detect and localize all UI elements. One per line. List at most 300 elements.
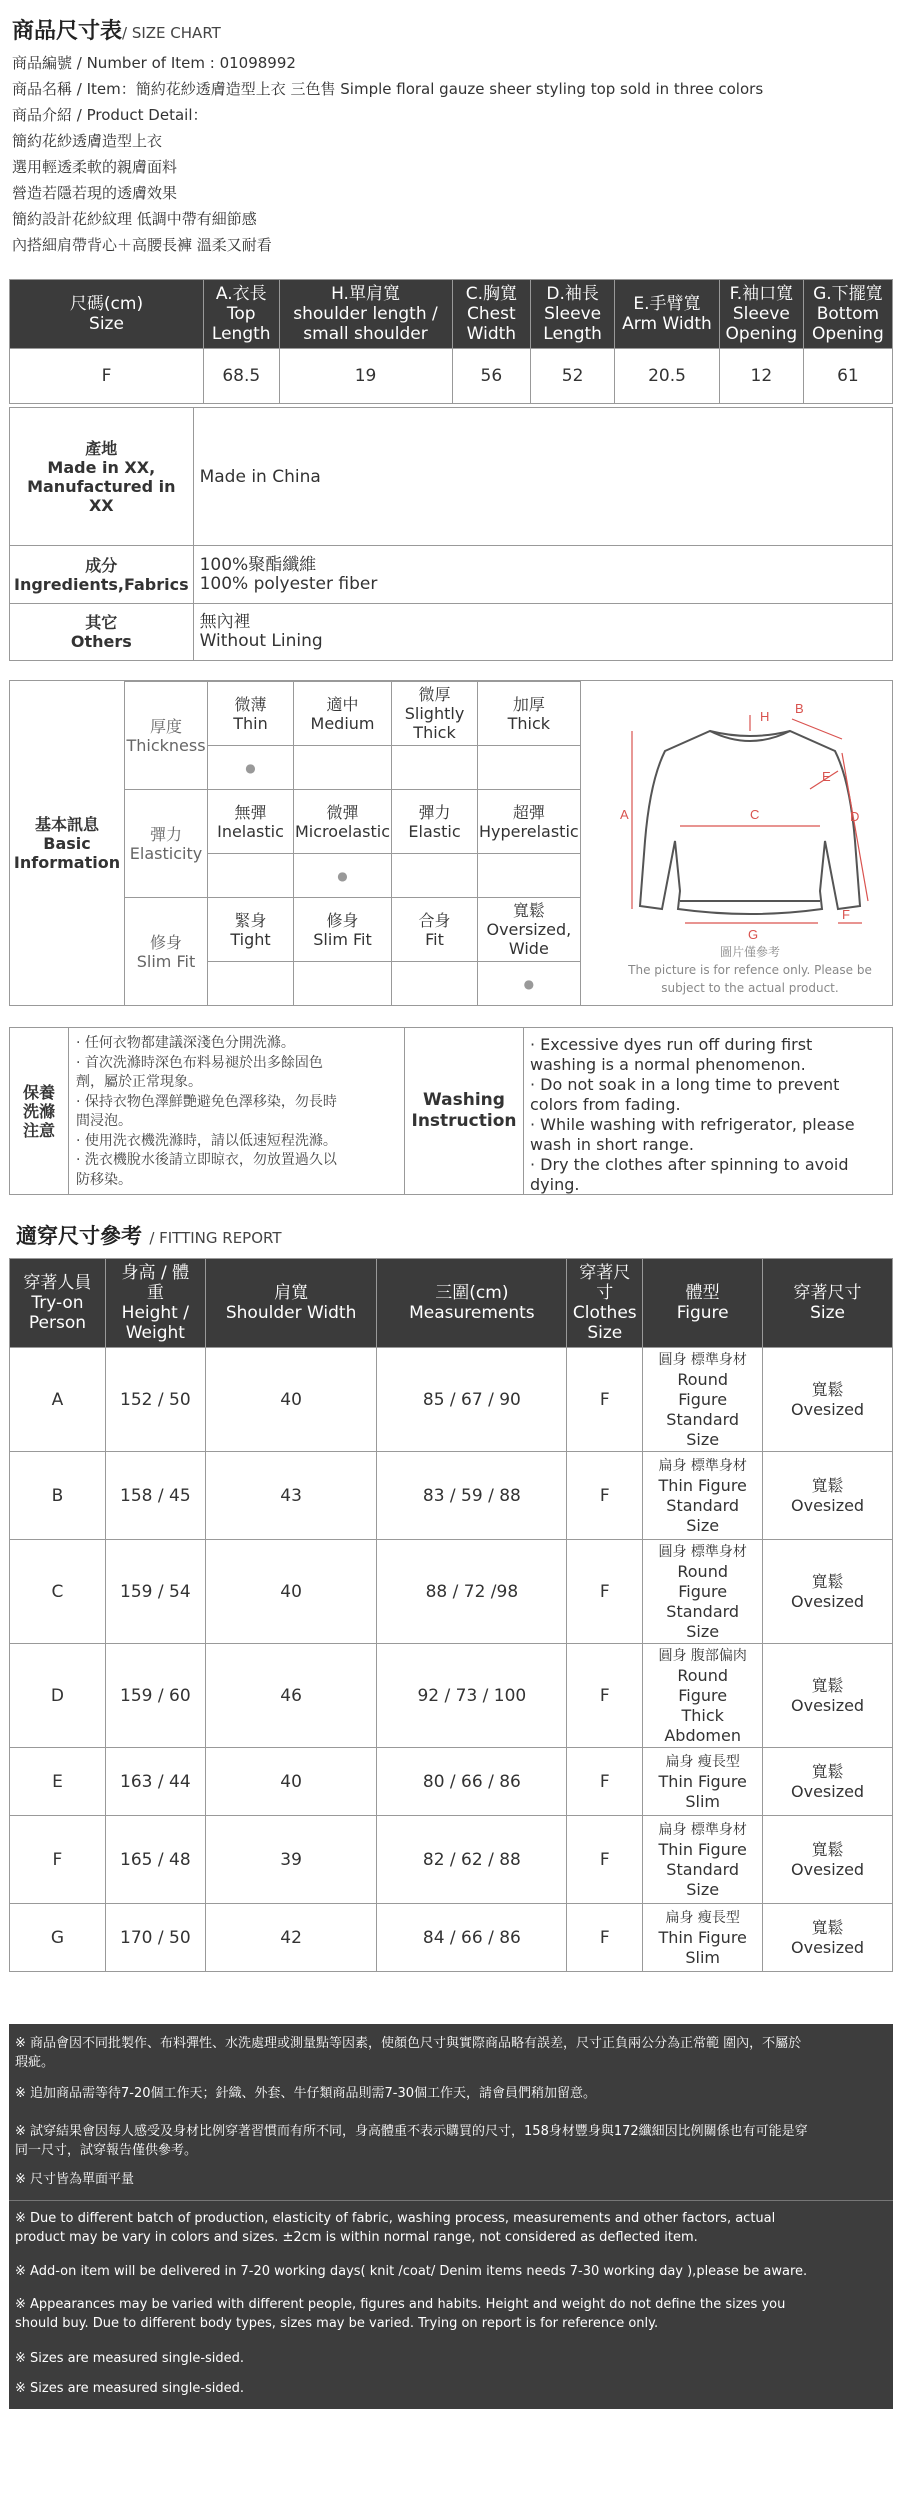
thickness-option-text: Slightly — [404, 704, 465, 723]
fit-label-text: 修身 — [149, 932, 182, 952]
fitting-header-cell — [643, 1259, 763, 1348]
fitting-hw-cell: 159 / 54 — [105, 1540, 205, 1644]
washing-cn-item: 防移染。 — [76, 1171, 132, 1188]
fitting-header-cell — [10, 1259, 106, 1348]
figure-text: Round — [677, 1665, 728, 1685]
wear-text: 寬鬆 — [811, 1917, 844, 1937]
washing-cn-item: · 保持衣物色澤鮮艷避免色澤移染，勿長時 — [76, 1093, 337, 1110]
wear-text: Ovesized — [791, 1495, 865, 1515]
basic-info-grid — [124, 681, 581, 1006]
note-line: should buy. Due to different body types, sizes may be varied. Trying on report is for reference only. — [15, 2316, 659, 2331]
basic-label-text: Basic — [43, 833, 91, 853]
washing-label-en-text: Instruction — [411, 1111, 517, 1131]
fitting-person-cell: B — [10, 1452, 106, 1540]
selected-dot-icon: ● — [523, 977, 535, 991]
fitting-table — [9, 1258, 893, 1972]
product-info-line: 簡約花紗透膚造型上衣 — [12, 132, 163, 150]
size-value-cell: F — [10, 349, 204, 404]
fitting-size-cell: F — [567, 1348, 643, 1452]
fitting-meas-cell: 88 / 72 /98 — [377, 1540, 567, 1644]
size-header-text: Top — [226, 304, 256, 324]
note-line: ※ 商品會因不同批製作、布料彈性、水洗處理或測量點等因素，使顏色尺寸與實際商品略有誤差，尺寸正負兩公分為正常範 圍內，不屬於 — [15, 2036, 802, 2051]
size-header-cell — [10, 280, 204, 349]
thickness-option-text: Thick — [507, 713, 551, 733]
notes-divider — [9, 2200, 893, 2201]
fit-option-text: Fit — [425, 929, 444, 949]
fit-option — [392, 898, 478, 962]
thickness-option-text: Medium — [310, 713, 375, 733]
elasticity-label-text: Elasticity — [129, 843, 203, 863]
notes-box — [9, 2024, 893, 2409]
fitting-shoulder-cell: 40 — [205, 1748, 377, 1816]
wear-text: Ovesized — [791, 1591, 865, 1611]
thickness-marker-cell — [208, 746, 294, 790]
diagram-letter-a: A — [620, 807, 629, 822]
fitting-person-cell: G — [10, 1904, 106, 1972]
fit-option — [208, 898, 294, 962]
note-item — [15, 2122, 883, 2160]
fitting-figure-cell — [643, 1904, 763, 1972]
thickness-option — [392, 682, 478, 746]
washing-en-item: · Dry the clothes after spinning to avoid — [530, 1155, 849, 1174]
table-row — [10, 1748, 893, 1816]
note-item — [15, 2170, 883, 2189]
fit-option-text: 合身 — [418, 910, 451, 930]
fitting-hw-cell: 159 / 60 — [105, 1644, 205, 1748]
elasticity-marker-cell — [478, 854, 581, 898]
elasticity-option — [294, 790, 392, 854]
size-header-cell — [204, 280, 280, 349]
fitting-wear-cell — [763, 1540, 893, 1644]
origin-label-text: XX — [88, 495, 114, 515]
figure-text: 扁身 標準身材 — [658, 1821, 747, 1838]
fitting-header-text: 穿著人員 — [23, 1273, 92, 1293]
composition-label — [10, 546, 194, 604]
figure-text: Size — [686, 1515, 720, 1535]
figure-text: Thin Figure — [658, 1839, 747, 1859]
size-header-cell — [279, 280, 452, 349]
product-info-line: 營造若隱若現的透膚效果 — [12, 184, 178, 202]
fitting-shoulder-cell: 46 — [205, 1644, 377, 1748]
figure-text: Figure — [678, 1581, 728, 1601]
diagram-letter-h: H — [760, 709, 770, 724]
size-header-text: Length — [211, 324, 271, 344]
fitting-header-text: Weight — [125, 1323, 185, 1343]
washing-en-item: · Do not soak in a long time to prevent — [530, 1075, 840, 1094]
wear-text: 寬鬆 — [811, 1761, 844, 1781]
note-line: ※ Appearances may be varied with different people, figures and habits. Height and weight do not define the sizes you — [15, 2297, 786, 2312]
fitting-hw-cell: 165 / 48 — [105, 1816, 205, 1904]
diagram-caption: 圖片僅參考 The picture is for refence only. Please be subject to the actual product. — [608, 943, 892, 997]
thickness-marker-cell — [478, 746, 581, 790]
washing-en-item: · While washing with refrigerator, please — [530, 1115, 855, 1134]
note-line: 同一尺寸，試穿報告僅供參考。 — [15, 2143, 198, 2158]
figure-text: Slim — [685, 1791, 720, 1811]
note-item — [15, 2295, 883, 2333]
diagram-letter-c: C — [750, 807, 760, 822]
table-row — [10, 1904, 893, 1972]
thickness-option-text: Thick — [413, 723, 456, 742]
elasticity-option — [208, 790, 294, 854]
washing-cn-list — [76, 1034, 396, 1190]
thickness-option — [478, 682, 581, 746]
washing-en-item: dying. — [530, 1175, 580, 1194]
elasticity-option-text: 彈力 — [418, 802, 451, 822]
note-item — [15, 2379, 883, 2398]
note-line: ※ 尺寸皆為單面平量 — [15, 2172, 135, 2187]
note-line: ※ Add-on item will be delivered in 7-20 working days( knit /coat/ Denim items needs 7-30 working day ),please be aware. — [15, 2264, 808, 2279]
fitting-size-cell: F — [567, 1904, 643, 1972]
fitting-header-cell — [763, 1259, 893, 1348]
thickness-marker-cell — [392, 746, 478, 790]
fitting-header-text: Size — [587, 1323, 623, 1343]
fitting-figure-cell — [643, 1540, 763, 1644]
product-info-line: 商品編號 / Number of Item : 01098992 — [12, 54, 296, 72]
size-header-text: 尺碼(cm) — [69, 294, 144, 314]
others-value — [193, 604, 892, 661]
size-header-text: Arm Width — [622, 314, 712, 334]
washing-cn-item: 間浸泡。 — [76, 1113, 132, 1129]
washing-cn-item: · 使用洗衣機洗滌時，請以低速短程洗滌。 — [76, 1132, 337, 1149]
fitting-shoulder-cell: 42 — [205, 1904, 377, 1972]
product-info-line: 簡約設計花紗紋理 低調中帶有細節感 — [12, 210, 257, 228]
elasticity-option-text: 無彈 — [234, 802, 267, 822]
figure-text: 扁身 標準身材 — [658, 1457, 747, 1474]
thickness-option-text: 微薄 — [234, 694, 267, 714]
diagram-caption-line: subject to the actual product. — [661, 981, 839, 995]
size-value-cell: 56 — [452, 349, 531, 404]
figure-text: Slim — [685, 1947, 720, 1967]
fitting-figure-cell — [643, 1348, 763, 1452]
figure-text: Standard — [666, 1601, 740, 1621]
note-line: ※ Sizes are measured single-sided. — [15, 2351, 245, 2366]
size-value-cell: 20.5 — [615, 349, 720, 404]
fitting-header-text: Figure — [676, 1303, 729, 1323]
washing-cn-item: · 洗衣機脫水後請立即晾衣，勿放置過久以 — [76, 1152, 337, 1168]
thickness-label-text: Thickness — [126, 735, 206, 755]
garment-diagram — [610, 691, 890, 941]
washing-label-en-text: Washing — [423, 1090, 505, 1110]
fit-label — [125, 898, 208, 1006]
figure-text: Abdomen — [664, 1725, 741, 1745]
figure-text: 圓身 標準身材 — [658, 1543, 747, 1560]
size-header-cell — [719, 280, 803, 349]
figure-text: Standard — [666, 1409, 740, 1429]
elasticity-option-text: 微彈 — [326, 802, 359, 822]
elasticity-option-text: Elastic — [408, 821, 461, 841]
fit-option-text: Slim Fit — [313, 929, 372, 949]
selected-dot-icon: ● — [337, 869, 348, 883]
wear-text: Ovesized — [791, 1859, 865, 1879]
fitting-person-cell: C — [10, 1540, 106, 1644]
fitting-size-cell: F — [567, 1452, 643, 1540]
elasticity-label-text: 彈力 — [149, 824, 182, 844]
thickness-label — [125, 682, 208, 790]
fitting-hw-cell: 170 / 50 — [105, 1904, 205, 1972]
washing-en-item: wash in short range. — [530, 1135, 694, 1154]
fitting-header-text: 體型 — [685, 1283, 720, 1303]
note-line: ※ Due to different batch of production, elasticity of fabric, washing process, measurements and other factors, actual — [15, 2211, 776, 2226]
thickness-option-text: 加厚 — [512, 694, 545, 714]
size-header-cell — [531, 280, 615, 349]
fitting-size-cell: F — [567, 1540, 643, 1644]
washing-label-cn-text: 保養 — [22, 1082, 55, 1102]
fit-option-text: Oversized, — [486, 920, 572, 939]
thickness-option-text: 適中 — [326, 694, 359, 714]
fitting-wear-cell — [763, 1452, 893, 1540]
washing-cn-item: 劑，屬於正常現象。 — [76, 1074, 202, 1090]
fit-label-text: Slim Fit — [136, 951, 196, 971]
fitting-header-text: 肩寬 — [274, 1283, 309, 1303]
fitting-person-cell: E — [10, 1748, 106, 1816]
elasticity-marker-cell — [294, 854, 392, 898]
table-row — [10, 1644, 893, 1748]
thickness-option-text: Thin — [233, 713, 268, 733]
fitting-wear-cell — [763, 1748, 893, 1816]
fitting-wear-cell — [763, 1904, 893, 1972]
fitting-size-cell: F — [567, 1748, 643, 1816]
fit-option-text: Wide — [508, 939, 549, 958]
note-line: 瑕疵。 — [15, 2055, 55, 2070]
note-item — [15, 2349, 883, 2368]
size-header-text: Opening — [812, 324, 884, 344]
origin-label — [10, 408, 194, 546]
diagram-letter-f: F — [842, 907, 850, 922]
basic-info-label — [10, 681, 124, 1005]
elasticity-option-text: Hyperelastic — [479, 821, 579, 841]
fitting-header-text: Try-on — [31, 1293, 84, 1313]
fitting-meas-cell: 92 / 73 / 100 — [377, 1644, 567, 1748]
fitting-title: 適穿尺寸參考 / FITTING REPORT — [16, 1224, 282, 1248]
fitting-header-text: 身高 / 體 — [121, 1263, 190, 1283]
fitting-wear-cell — [763, 1816, 893, 1904]
note-item — [15, 2262, 883, 2281]
note-item — [15, 2034, 883, 2072]
fitting-hw-cell: 158 / 45 — [105, 1452, 205, 1540]
size-header-text: Sleeve — [544, 304, 602, 324]
diagram-caption-line: The picture is for refence only. Please be — [628, 963, 872, 977]
elasticity-marker-cell — [392, 854, 478, 898]
figure-text: Thick — [681, 1705, 724, 1725]
fit-marker-cell — [392, 962, 478, 1006]
fitting-figure-cell — [643, 1816, 763, 1904]
product-info-line: 內搭細肩帶背心＋高腰長褲 溫柔又耐看 — [12, 236, 272, 254]
elasticity-option-text: Microelastic — [295, 821, 391, 841]
fitting-shoulder-cell: 40 — [205, 1348, 377, 1452]
figure-text: Figure — [678, 1389, 728, 1409]
size-header-text: Width — [466, 324, 517, 344]
figure-text: Standard — [666, 1495, 740, 1515]
wear-text: 寬鬆 — [811, 1675, 844, 1695]
size-value-cell: 19 — [279, 349, 452, 404]
elasticity-option — [478, 790, 581, 854]
size-header-text: Opening — [725, 324, 798, 344]
thickness-option — [208, 682, 294, 746]
origin-value: Made in China — [193, 408, 892, 546]
size-value-cell: 61 — [803, 349, 892, 404]
others-label-text: 其它 — [85, 613, 118, 632]
fitting-header-cell — [205, 1259, 377, 1348]
fit-option-text: 寬鬆 — [512, 901, 545, 920]
fitting-header-text: 穿著尺寸 — [793, 1283, 862, 1303]
size-header-text: F.袖口寬 — [729, 284, 794, 304]
size-header-text: E.手臂寬 — [633, 294, 701, 314]
size-header-text: Bottom — [816, 304, 880, 324]
thickness-label-text: 厚度 — [149, 716, 182, 736]
others-value-text: Without Lining — [199, 631, 323, 651]
fit-marker-cell — [208, 962, 294, 1006]
size-value-cell: 52 — [531, 349, 615, 404]
fitting-header-cell — [377, 1259, 567, 1348]
basic-label-text: 基本訊息 — [34, 814, 99, 834]
figure-text: Thin Figure — [658, 1475, 747, 1495]
fit-option-text: 修身 — [326, 910, 359, 930]
size-header-text: A.衣長 — [215, 284, 267, 304]
elasticity-marker-cell — [208, 854, 294, 898]
washing-label-cn-text: 注意 — [22, 1120, 55, 1140]
size-value-cell: 68.5 — [204, 349, 280, 404]
figure-text: 圓身 腹部偏肉 — [658, 1647, 747, 1664]
figure-text: 圓身 標準身材 — [658, 1351, 747, 1368]
fitting-meas-cell: 82 / 62 / 88 — [377, 1816, 567, 1904]
size-header-text: Chest — [467, 304, 516, 324]
note-item — [15, 2209, 883, 2247]
fitting-header-text: 三圍(cm) — [435, 1283, 509, 1303]
size-table — [9, 279, 893, 404]
fitting-header-text: Measurements — [409, 1303, 535, 1323]
product-info-line: 商品名稱 / Item：簡約花紗透膚造型上衣 三色售 Simple floral gauze sheer styling top sold in three colors — [12, 80, 764, 98]
size-header-text: Size — [89, 314, 124, 334]
size-header-cell — [615, 280, 720, 349]
others-value-text: 無內裡 — [199, 612, 251, 632]
note-line: product may be vary in colors and sizes. ±2cm is within normal range, not considered as deflected item. — [15, 2230, 698, 2245]
fitting-header-cell — [567, 1259, 643, 1348]
fit-option-text: Tight — [230, 929, 271, 949]
wear-text: Ovesized — [791, 1695, 865, 1715]
fitting-person-cell: D — [10, 1644, 106, 1748]
fitting-person-cell: A — [10, 1348, 106, 1452]
washing-en-item: · Excessive dyes run off during first — [530, 1035, 813, 1054]
composition-value-text: 100% polyester fiber — [199, 573, 378, 594]
fit-marker-cell — [294, 962, 392, 1006]
size-header-text: small shoulder — [303, 324, 428, 344]
fitting-meas-cell: 83 / 59 / 88 — [377, 1452, 567, 1540]
selected-dot-icon: ● — [245, 761, 256, 775]
wear-text: Ovesized — [791, 1399, 865, 1419]
fitting-wear-cell — [763, 1348, 893, 1452]
fitting-figure-cell — [643, 1452, 763, 1540]
figure-text: 扁身 瘦長型 — [665, 1753, 740, 1770]
diagram-letter-g: G — [748, 927, 759, 941]
note-item — [15, 2084, 883, 2103]
origin-label-text: Manufactured in — [27, 476, 176, 496]
fitting-person-cell: F — [10, 1816, 106, 1904]
note-line: ※ 試穿結果會因每人感受及身材比例穿著習慣而有所不同，身高體重不表示購買的尺寸，158身材豐身與172纖細因比例關係也有可能是穿 — [15, 2124, 808, 2139]
figure-text: Round — [677, 1561, 728, 1581]
washing-label-cn-text: 洗滌 — [22, 1101, 55, 1121]
table-row — [10, 1540, 893, 1644]
fitting-header-text: 寸 — [596, 1283, 614, 1303]
fit-option — [478, 898, 581, 962]
elasticity-option-text: 超彈 — [512, 802, 545, 822]
composition-label-text: Ingredients,Fabrics — [14, 574, 189, 594]
elasticity-option-text: Inelastic — [217, 821, 284, 841]
product-info-line: 商品介紹 / Product Detail： — [12, 106, 208, 124]
size-header-cell — [452, 280, 531, 349]
size-header-text: C.胸寬 — [465, 284, 517, 304]
fitting-header-text: 重 — [146, 1283, 164, 1303]
table-row — [10, 1816, 893, 1904]
fitting-meas-cell: 80 / 66 / 86 — [377, 1748, 567, 1816]
fitting-header-text: 穿著尺 — [579, 1263, 631, 1283]
fitting-figure-cell — [643, 1644, 763, 1748]
composition-label-text: 成分 — [85, 555, 118, 575]
washing-label-cn — [10, 1028, 68, 1194]
washing-en-item: washing is a normal phenomenon. — [530, 1055, 806, 1074]
diagram-letter-b: B — [795, 701, 804, 716]
wear-text: 寬鬆 — [811, 1475, 844, 1495]
origin-label-text: Made in XX, — [47, 457, 156, 477]
fitting-meas-cell: 84 / 66 / 86 — [377, 1904, 567, 1972]
washing-instructions — [9, 1027, 893, 1195]
note-line: ※ 追加商品需等待7-20個工作天；針織、外套、牛仔類商品則需7-30個工作天，請會員們稍加留意。 — [15, 2086, 597, 2101]
size-header-text: shoulder length / — [293, 304, 438, 324]
fitting-header-text: Clothes — [572, 1303, 637, 1323]
figure-text: Round — [677, 1369, 728, 1389]
fitting-wear-cell — [763, 1644, 893, 1748]
thickness-option — [294, 682, 392, 746]
fit-marker-cell — [478, 962, 581, 1006]
fitting-subtitle: / FITTING REPORT — [149, 1229, 282, 1247]
figure-text: Standard — [666, 1859, 740, 1879]
table-row — [10, 1348, 893, 1452]
diagram-letter-d: D — [850, 809, 860, 824]
fitting-header-text: Shoulder Width — [225, 1303, 357, 1323]
fitting-header-text: Height / — [121, 1303, 189, 1323]
fitting-shoulder-cell: 40 — [205, 1540, 377, 1644]
fitting-header-text: Size — [810, 1303, 845, 1323]
figure-text: Thin Figure — [658, 1927, 747, 1947]
page-title: 商品尺寸表/ SIZE CHART — [12, 19, 221, 44]
washing-en-item: colors from fading. — [530, 1095, 681, 1114]
product-info-line: 選用輕透柔軟的親膚面料 — [12, 158, 178, 176]
diagram-letter-e: E — [822, 769, 831, 784]
size-header-text: H.單肩寬 — [331, 284, 400, 304]
fitting-size-cell: F — [567, 1644, 643, 1748]
wear-text: Ovesized — [791, 1781, 865, 1801]
washing-cn-item: · 首次洗滌時深色布料易褪於出多餘固色 — [76, 1054, 323, 1071]
others-label — [10, 604, 194, 661]
fitting-shoulder-cell: 43 — [205, 1452, 377, 1540]
size-header-cell — [803, 280, 892, 349]
size-header-text: Length — [543, 324, 602, 344]
fitting-size-cell: F — [567, 1816, 643, 1904]
wear-text: 寬鬆 — [811, 1839, 844, 1859]
note-line: ※ Sizes are measured single-sided. — [15, 2381, 245, 2396]
composition-value — [193, 546, 892, 604]
fitting-header-cell — [105, 1259, 205, 1348]
figure-text: Size — [686, 1621, 720, 1641]
composition-value-text: 100%聚酯纖維 — [199, 554, 317, 575]
basic-information — [9, 680, 893, 1006]
wear-text: Ovesized — [791, 1937, 865, 1957]
size-header-text: Sleeve — [732, 304, 790, 324]
materials-table — [9, 407, 893, 661]
washing-label-en — [405, 1028, 523, 1194]
figure-text: Figure — [678, 1685, 728, 1705]
fitting-header-text: Person — [28, 1313, 87, 1333]
figure-text: 扁身 瘦長型 — [665, 1909, 740, 1926]
